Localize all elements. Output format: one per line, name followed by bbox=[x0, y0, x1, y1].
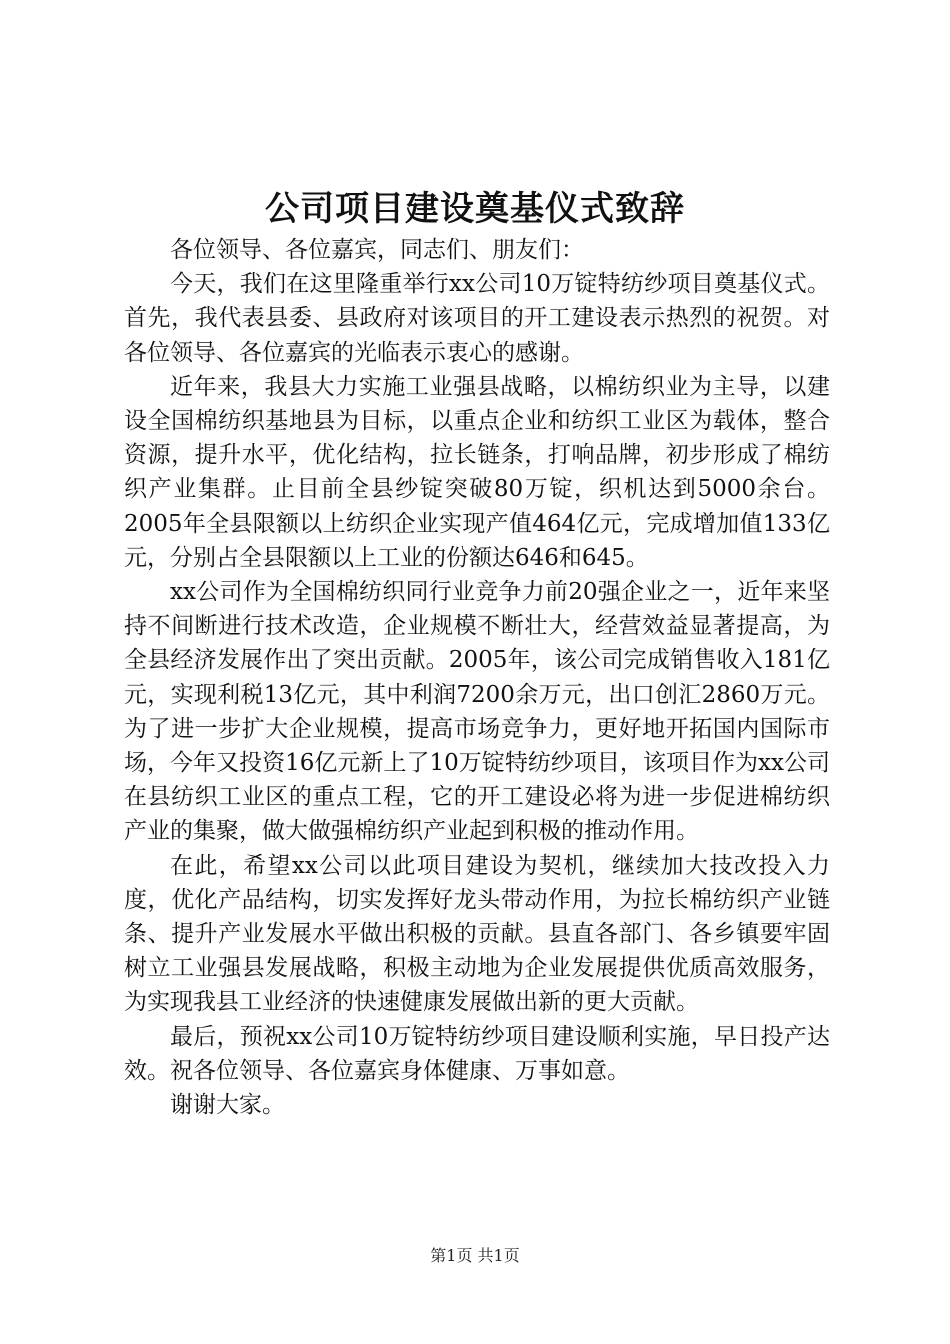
body-paragraph: 最后，预祝xx公司10万锭特纺纱项目建设顺利实施，早日投产达效。祝各位领导、各位嘉宾身体健康、万事如意。 bbox=[124, 1023, 830, 1084]
body-paragraph: xx公司作为全国棉纺织同行业竞争力前20强企业之一，近年来坚持不间断进行技术改造，企业规模不断壮大，经营效益显著提高，为全县经济发展作出了突出贡献。2005年，该公司完成销售收入181亿元，实现利税13亿元，其中利润7200余万元，出口创汇2860万元。为了进一步扩大企业规模，提高市场竞争力，更好地开拓国内国际市场，今年又投资16亿元新上了10万锭特纺纱项目，该项目作为xx公司在县纺织工业区的重点工程，它的开工建设必将为进一步促进棉纺织产业的集聚，做大做强棉纺织产业起到积极的推动作用。 bbox=[124, 579, 830, 845]
document-title: 公司项目建设奠基仪式致辞 bbox=[265, 189, 685, 229]
document-body bbox=[124, 233, 830, 1122]
body-paragraph: 近年来，我县大力实施工业强县战略，以棉纺织业为主导，以建设全国棉纺织基地县为目标，以重点企业和纺织工业区为载体，整合资源，提升水平，优化结构，拉长链条，打响品牌，初步形成了棉纺织产业集群。止目前全县纱锭突破80万锭，织机达到5000余台。2005年全县限额以上纺织企业实现产值464亿元，完成增加值133亿元，分别占全县限额以上工业的份额达646和645。 bbox=[124, 373, 830, 571]
body-paragraph: 在此，希望xx公司以此项目建设为契机，继续加大技改投入力度，优化产品结构，切实发挥好龙头带动作用，为拉长棉纺织产业链条、提升产业发展水平做出积极的贡献。县直各部门、各乡镇要牢固树立工业强县发展战略，积极主动地为企业发展提供优质高效服务，为实现我县工业经济的快速健康发展做出新的更大贡献。 bbox=[124, 852, 830, 1016]
closing-paragraph: 谢谢大家。 bbox=[170, 1092, 285, 1119]
page-number-footer: 第1页 共1页 bbox=[430, 1246, 520, 1265]
greeting-paragraph: 各位领导、各位嘉宾，同志们、朋友们： bbox=[170, 237, 584, 263]
body-paragraph: 今天，我们在这里隆重举行xx公司10万锭特纺纱项目奠基仪式。首先，我代表县委、县政府对该项目的开工建设表示热烈的祝贺。对各位领导、各位嘉宾的光临表示衷心的感谢。 bbox=[124, 271, 830, 366]
